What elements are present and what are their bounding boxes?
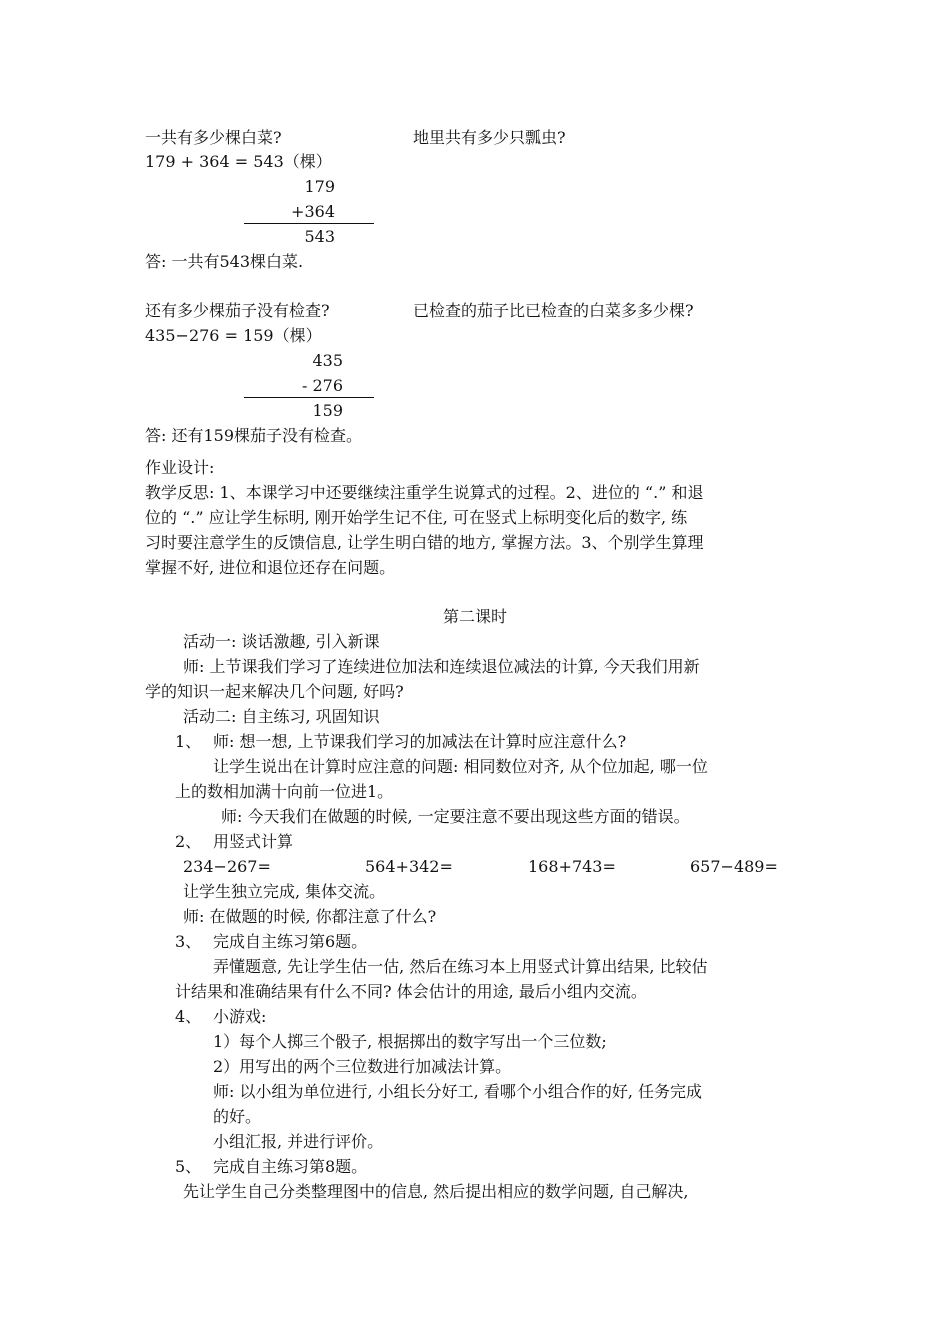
question-compare: 已检查的茄子比已检查的白菜多多少棵? bbox=[413, 301, 694, 320]
reflection-line: 教学反思: 1、本课学习中还要继续注重学生说算式的过程。2、进位的 “.” 和退 bbox=[145, 483, 704, 502]
vertical-calc-rule bbox=[244, 223, 374, 224]
activity-one: 活动一: 谈话激趣, 引入新课 bbox=[183, 632, 380, 651]
homework-heading: 作业设计: bbox=[145, 458, 215, 477]
paragraph-line: 计结果和准确结果有什么不同? 体会估计的用途, 最后小组内交流。 bbox=[175, 982, 647, 1001]
teacher-line: 学的知识一起来解决几个问题, 好吗? bbox=[145, 682, 404, 701]
paragraph-line: 小组汇报, 并进行评价。 bbox=[213, 1132, 384, 1151]
paragraph-line: 让学生说出在计算时应注意的问题: 相同数位对齐, 从个位加起, 哪一位 bbox=[213, 757, 708, 776]
vertical-calc-top: 179 bbox=[304, 177, 335, 196]
vertical-calc2-top: 435 bbox=[312, 351, 343, 370]
exercise: 564+342= bbox=[365, 857, 453, 876]
item-text: 小游戏: bbox=[213, 1007, 267, 1026]
answer-cabbage: 答: 一共有543棵白菜. bbox=[145, 252, 304, 271]
reflection-line: 掌握不好, 进位和退位还存在问题。 bbox=[145, 558, 396, 577]
paragraph-line: 的好。 bbox=[213, 1107, 262, 1126]
item-text: 完成自主练习第6题。 bbox=[213, 932, 368, 951]
paragraph-line: 让学生独立完成, 集体交流。 bbox=[183, 882, 386, 901]
question-eggplant: 还有多少棵茄子没有检查? bbox=[145, 301, 330, 320]
vertical-calc2-bottom: - 276 bbox=[301, 376, 343, 395]
paragraph-line: 师: 在做题的时候, 你都注意了什么? bbox=[183, 907, 437, 926]
game-step: 1）每个人掷三个骰子, 根据掷出的数字写出一个三位数; bbox=[213, 1032, 607, 1051]
lesson-title: 第二课时 bbox=[442, 607, 507, 626]
item-text: 用竖式计算 bbox=[213, 832, 294, 851]
paragraph-line: 弄懂题意, 先让学生估一估, 然后在练习本上用竖式计算出结果, 比较估 bbox=[213, 957, 708, 976]
paragraph-line: 先让学生自己分类整理图中的信息, 然后提出相应的数学问题, 自己解决, bbox=[183, 1182, 689, 1201]
exercise: 168+743= bbox=[528, 857, 616, 876]
item-text: 师: 想一想, 上节课我们学习的加减法在计算时应注意什么? bbox=[213, 732, 627, 751]
vertical-calc2-rule bbox=[244, 397, 374, 398]
teacher-line: 师: 上节课我们学习了连续进位加法和连续退位减法的计算, 今天我们用新 bbox=[183, 657, 700, 676]
paragraph-line: 师: 今天我们在做题的时候, 一定要注意不要出现这些方面的错误。 bbox=[221, 807, 690, 826]
vertical-calc2-result: 159 bbox=[312, 401, 343, 420]
item-text: 完成自主练习第8题。 bbox=[213, 1157, 368, 1176]
item-number: 4、 bbox=[175, 1007, 202, 1026]
item-number: 3、 bbox=[175, 932, 202, 951]
equation-subtraction: 435−276 = 159（棵） bbox=[145, 326, 322, 345]
question-ladybugs: 地里共有多少只瓢虫? bbox=[413, 128, 566, 147]
paragraph-line: 上的数相加满十向前一位进1。 bbox=[175, 782, 394, 801]
item-number: 1、 bbox=[175, 732, 202, 751]
exercise: 234−267= bbox=[183, 857, 271, 876]
paragraph-line: 师: 以小组为单位进行, 小组长分好工, 看哪个小组合作的好, 任务完成 bbox=[213, 1082, 702, 1101]
equation-addition: 179 + 364 = 543（棵） bbox=[145, 152, 332, 171]
game-step: 2）用写出的两个三位数进行加减法计算。 bbox=[213, 1057, 512, 1076]
reflection-line: 位的 “.” 应让学生标明, 刚开始学生记不住, 可在竖式上标明变化后的数字, 练 bbox=[145, 508, 688, 527]
item-number: 5、 bbox=[175, 1157, 202, 1176]
vertical-calc-result: 543 bbox=[304, 227, 335, 246]
item-number: 2、 bbox=[175, 832, 202, 851]
vertical-calc-bottom: +364 bbox=[291, 202, 335, 221]
question-cabbage: 一共有多少棵白菜? bbox=[145, 128, 282, 147]
answer-eggplant: 答: 还有159棵茄子没有检查。 bbox=[145, 426, 363, 445]
exercise: 657−489= bbox=[690, 857, 778, 876]
reflection-line: 习时要注意学生的反馈信息, 让学生明白错的地方, 掌握方法。3、个别学生算理 bbox=[145, 533, 704, 552]
activity-two: 活动二: 自主练习, 巩固知识 bbox=[183, 707, 380, 726]
